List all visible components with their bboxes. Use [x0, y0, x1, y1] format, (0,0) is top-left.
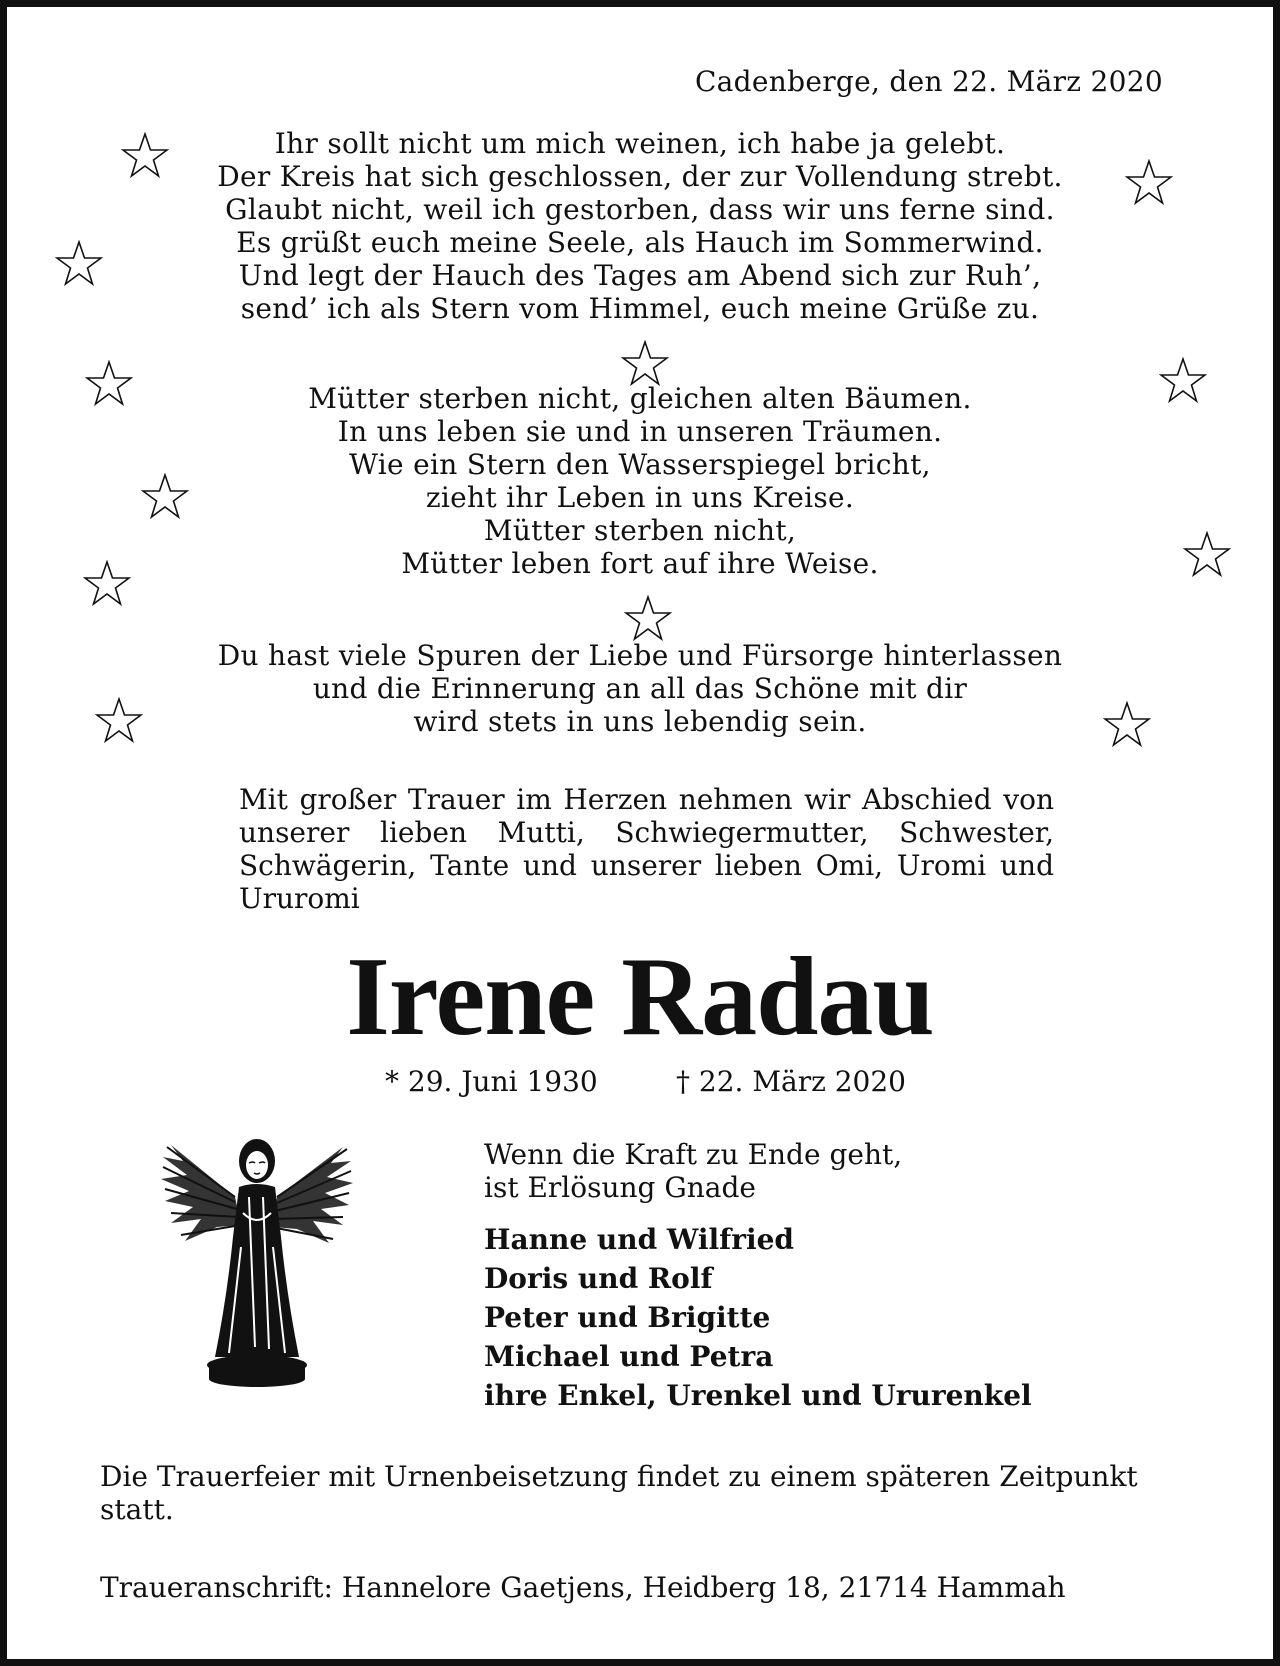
poem-line: zieht ihr Leben in uns Kreise. [425, 481, 855, 514]
quote-line: Wenn die Kraft zu Ende geht, [484, 1138, 903, 1171]
poem-line: Wie ein Stern den Wasserspiegel bricht, [349, 448, 931, 481]
intro-line: Schwägerin, Tante und unserer lieben Omi, Uromi und [239, 849, 1054, 882]
poem-stanza-2 [7, 382, 1273, 580]
star-outline-icon [95, 697, 143, 745]
poem-line: Es grüßt euch meine Seele, als Hauch im Sommerwind. [236, 226, 1044, 259]
place-date: Cadenberge, den 22. März 2020 [694, 65, 1163, 98]
mourner: Peter und Brigitte [484, 1301, 771, 1334]
poem-line: Und legt der Hauch des Tages am Abend sich zur Ruh’, [238, 259, 1042, 292]
poem-line: Glaubt nicht, weil ich gestorben, dass wir uns ferne sind. [225, 193, 1055, 226]
death-date: † 22. März 2020 [676, 1065, 906, 1098]
poem-stanza-3 [7, 639, 1273, 738]
poem-line: Mütter sterben nicht, gleichen alten Bäumen. [308, 382, 972, 415]
star-outline-icon [1103, 701, 1151, 749]
star-outline-icon [55, 240, 103, 288]
mourning-address: Traueranschrift: Hannelore Gaetjens, Heidberg 18, 21714 Hammah [100, 1571, 1066, 1604]
star-outline-icon [85, 360, 133, 408]
poem-line: Mütter sterben nicht, [483, 514, 797, 547]
star-outline-icon [83, 560, 131, 608]
poem-line: wird stets in uns lebendig sein. [413, 705, 867, 738]
mourner: Michael und Petra [484, 1340, 774, 1373]
star-outline-icon [121, 132, 169, 180]
farewell-intro [239, 783, 1054, 915]
poem-line: Mütter leben fort auf ihre Weise. [401, 547, 879, 580]
intro-line: Ururomi [239, 882, 360, 915]
star-outline-icon [624, 595, 672, 643]
star-outline-icon [141, 473, 189, 521]
poem-line: In uns leben sie und in unseren Träumen. [337, 415, 943, 448]
poem-line: send’ ich als Stern vom Himmel, euch meine Grüße zu. [240, 292, 1040, 325]
star-outline-icon [1125, 159, 1173, 207]
star-outline-icon [1183, 531, 1231, 579]
poem-stanza-1 [7, 127, 1273, 325]
star-outline-icon [1159, 357, 1207, 405]
deceased-name: Irene Radau [346, 935, 934, 1059]
mourner: ihre Enkel, Urenkel und Ururenkel [484, 1379, 1032, 1412]
poem-line: Du hast viele Spuren der Liebe und Fürsorge hinterlassen [217, 639, 1063, 672]
ceremony-note: Die Trauerfeier mit Urnenbeisetzung findet zu einem späteren Zeitpunkt statt. [100, 1460, 1138, 1526]
mourner: Hanne und Wilfried [484, 1223, 794, 1256]
quote [484, 1138, 902, 1204]
quote-line: ist Erlösung Gnade [484, 1171, 756, 1204]
poem-line: Ihr sollt nicht um mich weinen, ich habe ja gelebt. [274, 127, 1006, 160]
mourner: Doris und Rolf [484, 1262, 713, 1295]
intro-line: Mit großer Trauer im Herzen nehmen wir Abschied von [239, 783, 1054, 816]
intro-line: unserer lieben Mutti, Schwiegermutter, Schwester, [239, 816, 1054, 849]
mourners-list [484, 1220, 1032, 1415]
star-outline-icon [621, 340, 669, 388]
poem-line: Der Kreis hat sich geschlossen, der zur Vollendung strebt. [217, 160, 1063, 193]
angel-figure-icon [157, 1127, 357, 1399]
birth-date: * 29. Juni 1930 [385, 1065, 598, 1098]
poem-line: und die Erinnerung an all das Schöne mit dir [312, 672, 968, 705]
